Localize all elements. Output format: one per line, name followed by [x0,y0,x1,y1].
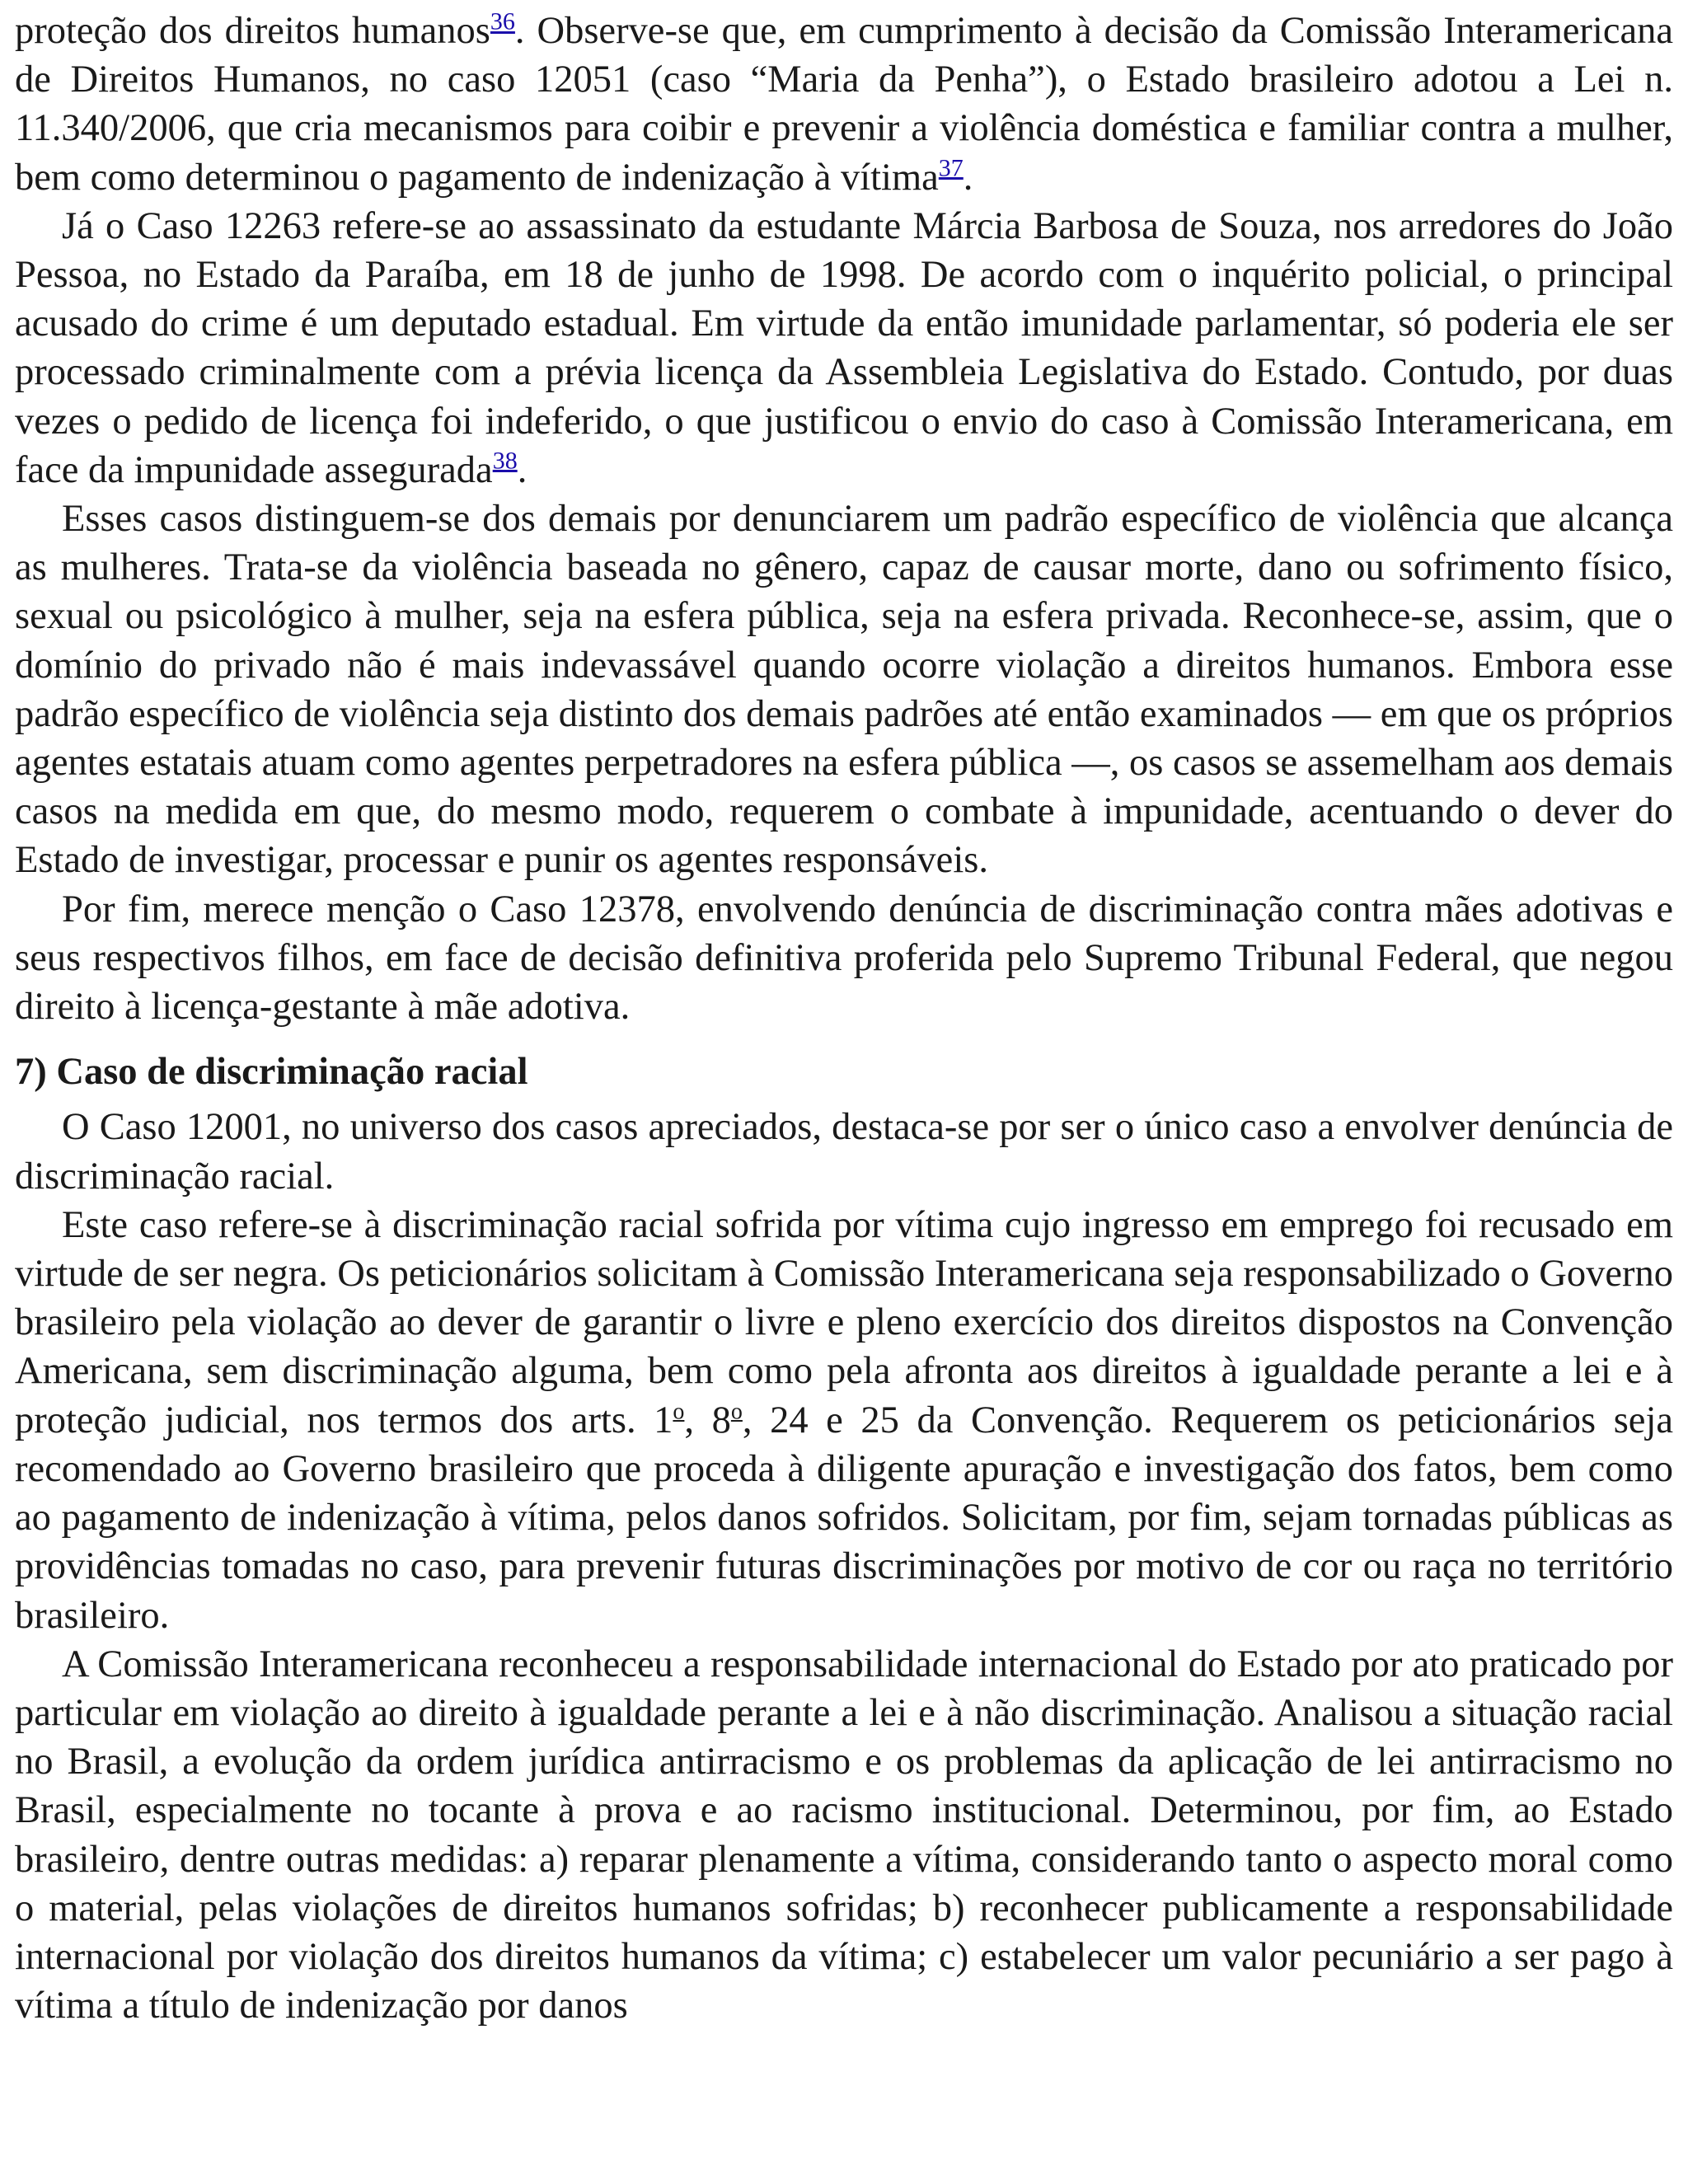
paragraph [15,1201,1673,1640]
paragraph [15,7,1673,202]
paragraph-text: Esses casos distinguem-se dos demais por denunciarem um padrão específico de violência que alcança as mulheres. Trata-se da violência baseada no gênero, capaz de causar morte, dano ou sofrimento físico, sexual ou psicológico à mulher, seja na esfera pública, seja na esfera privada. Reconhece-se, assim, que o domínio do privado não é mais indevassável quando ocorre violação a direitos humanos. Embora esse padrão específico de violência seja distinto dos demais padrões até então examinados — em que os próprios agentes estatais atuam como agentes perpetradores na esfera pública —, os casos se assemelham aos demais casos na medida em que, do mesmo modo, requerem o combate à impunidade, acentuando o dever do Estado de investigar, processar e punir os agentes responsáveis. [15,498,1673,882]
paragraph-text: . Observe-se que, em cumprimento à decisão da Comissão Interamericana de Direitos Humanos, no caso 12051 (caso “Maria da Penha”), o Estado brasileiro adotou a Lei n. 11.340/2006, que cria mecanismos para coibir e prevenir a violência doméstica e familiar contra a mulher, bem como determinou o pagamento de indenização à vítima [15,10,1673,199]
ordinal-indicator: o [730,1399,743,1425]
paragraph-text: , 8 [684,1399,731,1441]
ordinal-indicator: o [673,1399,685,1425]
paragraph-text: O Caso 12001, no universo dos casos apreciados, destaca-se por ser o único caso a envolver denúncia de discriminação racial. [15,1106,1673,1197]
paragraph [15,885,1673,1032]
section-heading: 7) Caso de discriminação racial [15,1051,528,1094]
section-after-heading [15,1103,1673,2030]
footnote-link[interactable]: 37 [938,154,964,182]
paragraph [15,494,1673,885]
paragraph-text: A Comissão Interamericana reconheceu a responsabilidade internacional do Estado por ato praticado por particular em violação ao direito à igualdade perante a lei e à não discriminação. Analisou a situação racial no Brasil, a evolução da ordem jurídica antirracismo e os problemas da aplicação de lei antirracismo no Brasil, especialmente no tocante à prova e ao racismo institucional. Determinou, por fim, ao Estado brasileiro, dentre outras medidas: a) reparar plenamente a vítima, considerando tanto o aspecto moral como o material, pelas violações de direitos humanos sofridas; b) reconhecer publicamente a responsabilidade internacional por violação dos direitos humanos da vítima; c) estabelecer um valor pecuniário a ser pago à vítima a título de indenização por danos [15,1643,1673,2027]
paragraph-text: Já o Caso 12263 refere-se ao assassinato da estudante Márcia Barbosa de Souza, nos arredores do João Pessoa, no Estado da Paraíba, em 18 de junho de 1998. De acordo com o inquérito policial, o principal acusado do crime é um deputado estadual. Em virtude da então imunidade parlamentar, só poderia ele ser processado criminalmente com a prévia licença da Assembleia Legislativa do Estado. Contudo, por duas vezes o pedido de licença foi indeferido, o que justificou o envio do caso à Comissão Interamericana, em face da impunidade assegurada [15,204,1673,491]
footnote-link[interactable]: 36 [490,7,515,35]
paragraph [15,1640,1673,2031]
paragraph-text: , 24 e 25 da Convenção. Requerem os peticionários seja recomendado ao Governo brasileiro que proceda à diligente apuração e investigação dos fatos, bem como ao pagamento de indenização à vítima, pelos danos sofridos. Solicitam, por fim, sejam tornadas públicas as providências tomadas no caso, para prevenir futuras discriminações por motivo de cor ou raça no território brasileiro. [15,1399,1674,1637]
document-page [15,7,1673,2030]
paragraph-text: . [963,156,973,199]
paragraph-text: Este caso refere-se à discriminação racial sofrida por vítima cujo ingresso em emprego foi recusado em virtude de ser negra. Os peticionários solicitam à Comissão Interamericana seja responsabilizado o Governo brasileiro pela violação ao dever de garantir o livre e pleno exercício dos direitos dispostos na Convenção Americana, sem discriminação alguma, bem como pela afronta aos direitos à igualdade perante a lei e à proteção judicial, nos termos dos arts. 1 [15,1203,1673,1441]
footnote-link[interactable]: 38 [492,447,518,475]
paragraph [15,202,1673,494]
section-before-heading [15,7,1673,1031]
paragraph-text: . [517,448,528,491]
paragraph [15,1103,1673,1200]
paragraph-text: Por fim, merece menção o Caso 12378, envolvendo denúncia de discriminação contra mães adotivas e seus respectivos filhos, em face de decisão definitiva proferida pelo Supremo Tribunal Federal, que negou direito à licença-gestante à mãe adotiva. [15,888,1673,1029]
paragraph-text: proteção dos direitos humanos [15,10,490,52]
